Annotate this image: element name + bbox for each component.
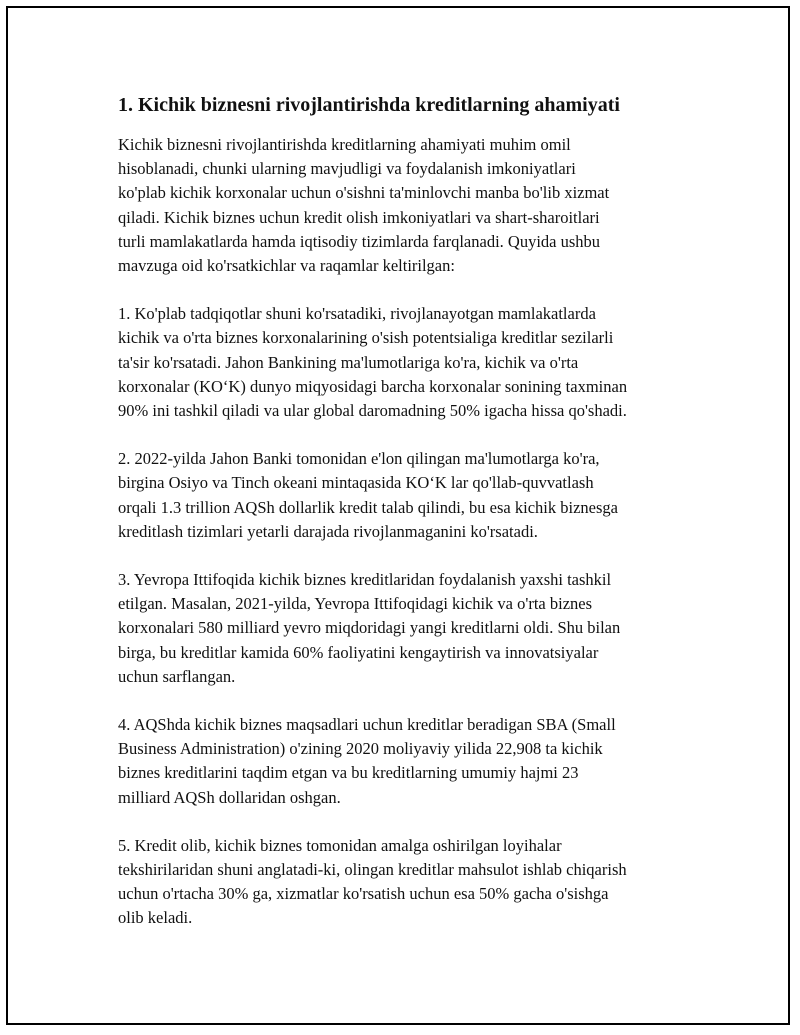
point-3-paragraph: 3. Yevropa Ittifoqida kichik biznes kreditlaridan foydalanish yaxshi tashkil etilgan. Masalan, 2021-yilda, Yevropa Ittifoqidagi kichik va o'rta biznes korxonalari 580 milliard yevro miqdoridagi yangi kreditlarni oldi. Shu bilan birga, bu kreditlar kamida 60% faoliyatini kengaytirish va innovatsiyalar uchun sarflangan. xyxy=(118,570,621,686)
section-title: 1. Kichik biznesni rivojlantirishda kreditlarning ahamiyati xyxy=(118,94,620,116)
point-1-paragraph: 1. Ko'plab tadqiqotlar shuni ko'rsatadiki, rivojlanayotgan mamlakatlarda kichik va o'rta biznes korxonalarining o'sish potentsialiga kreditlar sezilarli ta'sir ko'rsatadi. Jahon Bankining ma'lumotlariga ko'ra, kichik va o'rta korxonalar (KO‘K) dunyo miqyosidagi barcha korxonalar sonining taxminan 90% ini tashkil qiladi va ular global daromadning 50% igacha hissa qo'shadi. xyxy=(118,304,628,421)
document-body xyxy=(118,91,698,955)
point-2-paragraph: 2. 2022-yilda Jahon Banki tomonidan e'lon qilingan ma'lumotlarga ko'ra, birgina Osiyo va Tinch okeani mintaqasida KO‘K lar qo'llab-quvvatlash orqali 1.3 trillion AQSh dollarlik kredit talab qilindi, bu esa kichik biznesga kreditlash tizimlari yetarli darajada rivojlanmaganini ko'rsatadi. xyxy=(118,449,618,541)
point-4-paragraph: 4. AQShda kichik biznes maqsadlari uchun kreditlar beradigan SBA (Small Business Administration) o'zining 2020 moliyaviy yilida 22,908 ta kichik biznes kreditlarini taqdim etgan va bu kreditlarning umumiy hajmi 23 milliard AQSh dollaridan oshgan. xyxy=(118,715,616,807)
intro-paragraph: Kichik biznesni rivojlantirishda kreditlarning ahamiyati muhim omil hisoblanadi, chunki ularning mavjudligi va foydalanish imkoniyatlari ko'plab kichik korxonalar uchun o'sishni ta'minlovchi manba bo'lib xizmat qiladi. Kichik biznes uchun kredit olish imkoniyatlari va shart-sharoitlari turli mamlakatlarda hamda iqtisodiy tizimlarda farqlanadi. Quyida ushbu mavzuga oid ko'rsatkichlar va raqamlar keltirilgan: xyxy=(118,135,610,276)
point-5-paragraph: 5. Kredit olib, kichik biznes tomonidan amalga oshirilgan loyihalar tekshirilaridan shuni anglatadi-ki, olingan kreditlar mahsulot ishlab chiqarish uchun o'rtacha 30% ga, xizmatlar ko'rsatish uchun esa 50% gacha o'sishga olib keladi. xyxy=(118,835,627,928)
